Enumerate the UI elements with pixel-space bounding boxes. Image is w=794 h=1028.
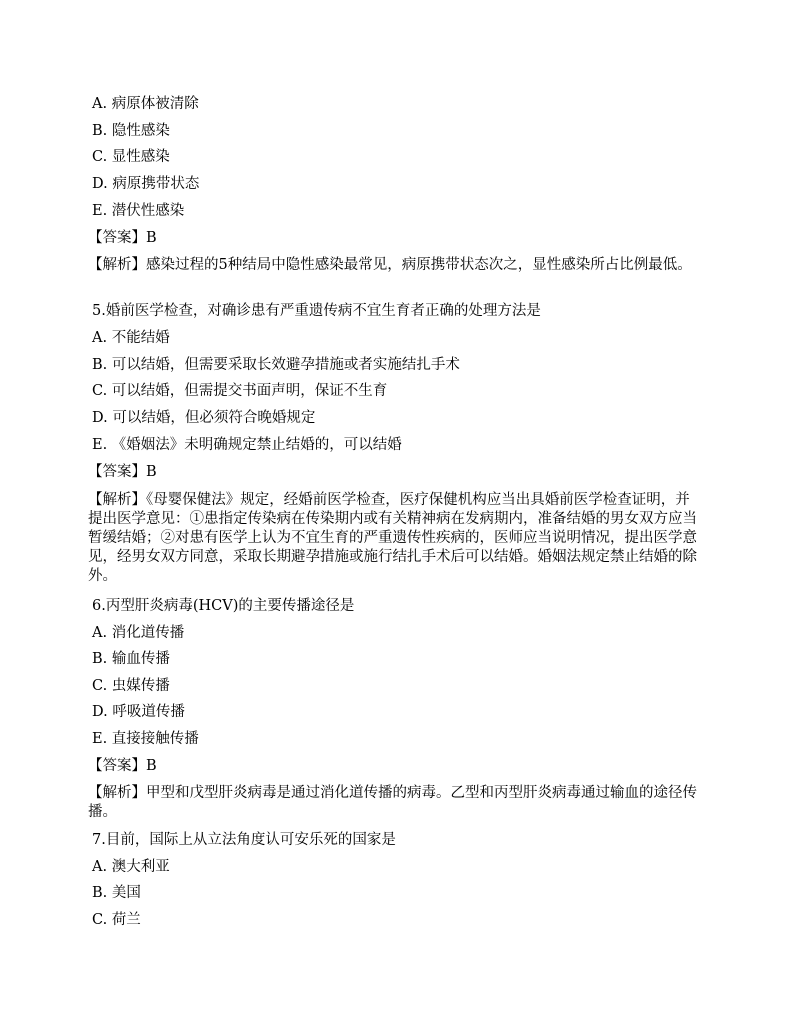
option-d: D. 病原携带状态	[92, 176, 200, 192]
option-e: E. 《婚姻法》未明确规定禁止结婚的，可以结婚	[92, 437, 402, 453]
option-e: E. 潜伏性感染	[92, 203, 185, 219]
option-d: D. 呼吸道传播	[92, 704, 185, 720]
option-c: C. 可以结婚，但需提交书面声明，保证不生育	[92, 383, 388, 399]
explanation: 【解析】《母婴保健法》规定，经婚前医学检查，医疗保健机构应当出具婚前医学检查证明，并提出医学意见：①患指定传染病在传染期内或有关精神病在发病期内，准备结婚的男女双方应当暂缓结婚；②对患有医学上认为不宜生育的严重遗传性疾病的，医师应当说明情况，提出医学意见，经男女双方同意，采取长期避孕措施或施行结扎手术后可以结婚。婚姻法规定禁止结婚的除外。	[88, 492, 697, 584]
option-b: B. 输血传播	[92, 651, 170, 667]
explanation: 【解析】甲型和戊型肝炎病毒是通过消化道传播的病毒。乙型和丙型肝炎病毒通过输血的途径传播。	[88, 785, 697, 820]
option-b: B. 隐性感染	[92, 123, 170, 139]
option-c: C. 荷兰	[92, 912, 141, 928]
question-6: 6.丙型肝炎病毒(HCV)的主要传播途径是	[92, 598, 355, 614]
option-b: B. 美国	[92, 885, 141, 901]
option-a: A. 澳大利亚	[92, 859, 170, 875]
option-b: B. 可以结婚，但需要采取长效避孕措施或者实施结扎手术	[92, 357, 460, 373]
option-e: E. 直接接触传播	[92, 731, 199, 747]
option-a: A. 病原体被清除	[92, 96, 199, 112]
option-c: C. 显性感染	[92, 149, 170, 165]
explanation: 【解析】感染过程的5种结局中隐性感染最常见，病原携带状态次之，显性感染所占比例最低。	[88, 257, 692, 273]
option-a: A. 消化道传播	[92, 625, 185, 641]
option-d: D. 可以结婚，但必须符合晚婚规定	[92, 410, 316, 426]
question-7: 7.目前，国际上从立法角度认可安乐死的国家是	[92, 832, 396, 848]
answer: 【答案】B	[88, 758, 157, 774]
option-c: C. 虫媒传播	[92, 678, 170, 694]
option-a: A. 不能结婚	[92, 330, 170, 346]
answer: 【答案】B	[88, 464, 157, 480]
answer: 【答案】B	[88, 230, 157, 246]
question-5: 5.婚前医学检查，对确诊患有严重遗传病不宜生育者正确的处理方法是	[92, 303, 541, 319]
